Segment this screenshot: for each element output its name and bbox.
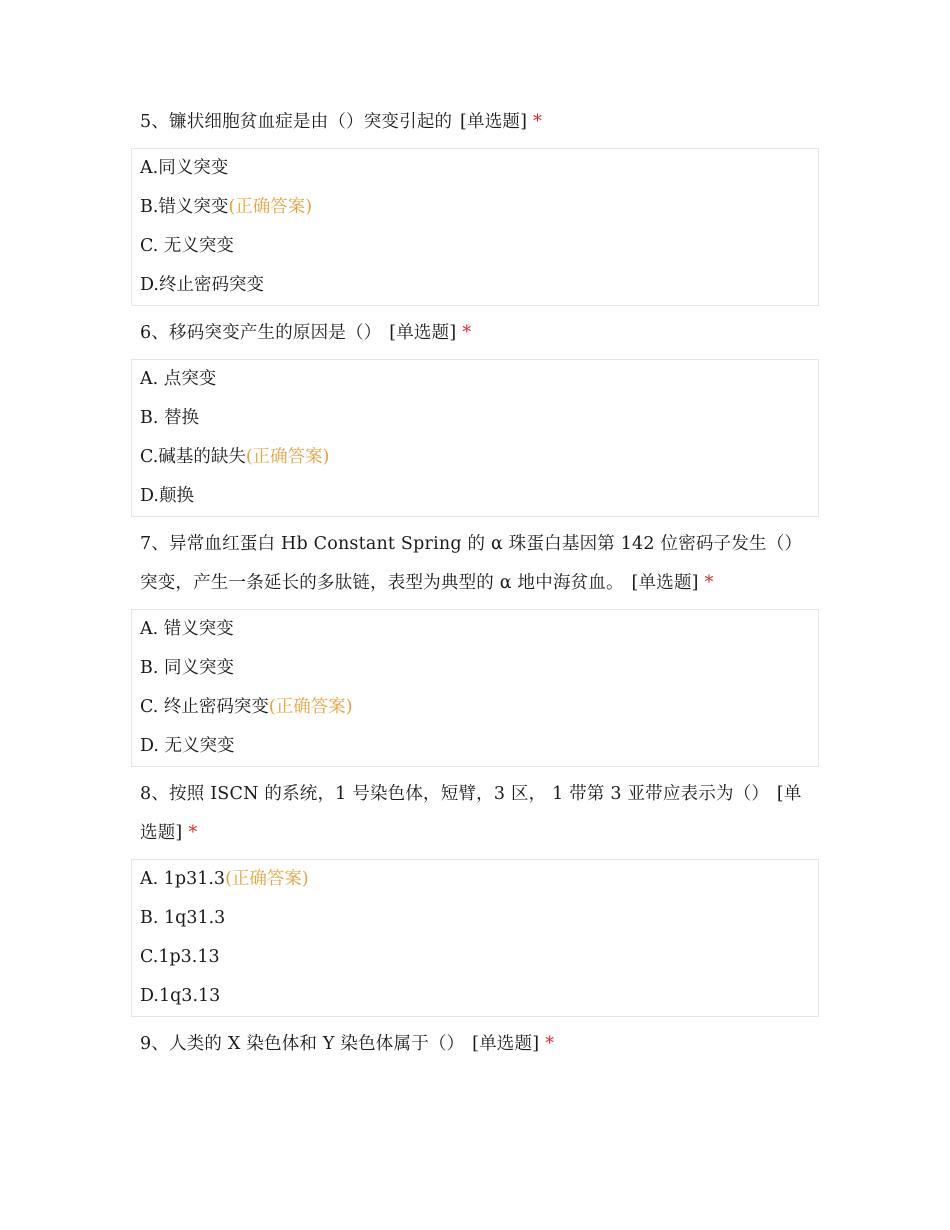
option-a[interactable]: [140, 360, 818, 399]
question-title: [131, 1025, 819, 1064]
required-marker: *: [462, 323, 472, 343]
option-d[interactable]: [140, 727, 818, 766]
option-label: D. 无义突变: [140, 736, 235, 756]
option-a[interactable]: [140, 149, 818, 188]
option-label: C.碱基的缺失: [140, 447, 246, 467]
option-label: D.终止密码突变: [140, 275, 264, 295]
question-type-tag: [单选题]: [389, 323, 457, 343]
option-label: D.颠换: [140, 486, 194, 506]
options-box: [131, 609, 819, 767]
question-6: [131, 314, 819, 517]
option-c[interactable]: [140, 438, 818, 477]
question-text: 7、异常血红蛋白 Hb Constant Spring 的 α 珠蛋白基因第 142 位密码子发生（） 突变，产生一条延长的多肽链，表型为典型的 α 地中海贫血。: [140, 534, 803, 593]
question-text: 6、移码突变产生的原因是（）: [140, 323, 382, 343]
question-text: 9、人类的 X 染色体和 Y 染色体属于（）: [140, 1034, 465, 1054]
question-title: [131, 103, 819, 142]
question-title: [131, 314, 819, 353]
option-label: A.同义突变: [140, 158, 229, 178]
option-b[interactable]: [140, 899, 818, 938]
option-d[interactable]: [140, 477, 818, 516]
correct-answer-note: (正确答案): [228, 197, 313, 217]
option-a[interactable]: [140, 610, 818, 649]
required-marker: *: [533, 112, 543, 132]
required-marker: *: [545, 1034, 555, 1054]
options-box: [131, 359, 819, 517]
question-text: 8、按照 ISCN 的系统，1 号染色体，短臂，3 区， 1 带第 3 亚带应表示为（）: [140, 784, 770, 804]
option-c[interactable]: [140, 688, 818, 727]
correct-answer-note: (正确答案): [268, 697, 353, 717]
option-c[interactable]: [140, 227, 818, 266]
question-8: [131, 775, 819, 1017]
option-b[interactable]: [140, 649, 818, 688]
option-b[interactable]: [140, 188, 818, 227]
question-title: [131, 775, 819, 853]
option-label: C. 无义突变: [140, 236, 234, 256]
question-type-tag: [单选题]: [460, 112, 528, 132]
correct-answer-note: (正确答案): [225, 869, 309, 889]
option-c[interactable]: [140, 938, 818, 977]
question-9: [131, 1025, 819, 1064]
option-a[interactable]: [140, 860, 818, 899]
option-label: B. 同义突变: [140, 658, 234, 678]
option-label: D.1q3.13: [140, 986, 221, 1006]
option-label: C.1p3.13: [140, 947, 220, 967]
question-title: [131, 525, 819, 603]
option-label: A. 1p31.3: [140, 869, 226, 889]
options-box: [131, 859, 819, 1017]
question-list: [131, 103, 819, 1066]
question-5: [131, 103, 819, 306]
question-text: 5、镰状细胞贫血症是由（）突变引起的: [140, 112, 453, 132]
required-marker: *: [188, 823, 198, 843]
option-b[interactable]: [140, 399, 818, 438]
option-label: A. 点突变: [140, 369, 217, 389]
question-7: [131, 525, 819, 767]
question-type-tag: [单选题]: [631, 573, 699, 593]
option-label: A. 错义突变: [140, 619, 234, 639]
option-label: B.错义突变: [140, 197, 229, 217]
option-d[interactable]: [140, 977, 818, 1016]
correct-answer-note: (正确答案): [245, 447, 330, 467]
question-type-tag: [单选题]: [140, 784, 802, 843]
options-box: [131, 148, 819, 306]
required-marker: *: [704, 573, 714, 593]
question-type-tag: [单选题]: [472, 1034, 540, 1054]
option-label: B. 1q31.3: [140, 908, 226, 928]
option-label: C. 终止密码突变: [140, 697, 269, 717]
option-d[interactable]: [140, 266, 818, 305]
option-label: B. 替换: [140, 408, 199, 428]
